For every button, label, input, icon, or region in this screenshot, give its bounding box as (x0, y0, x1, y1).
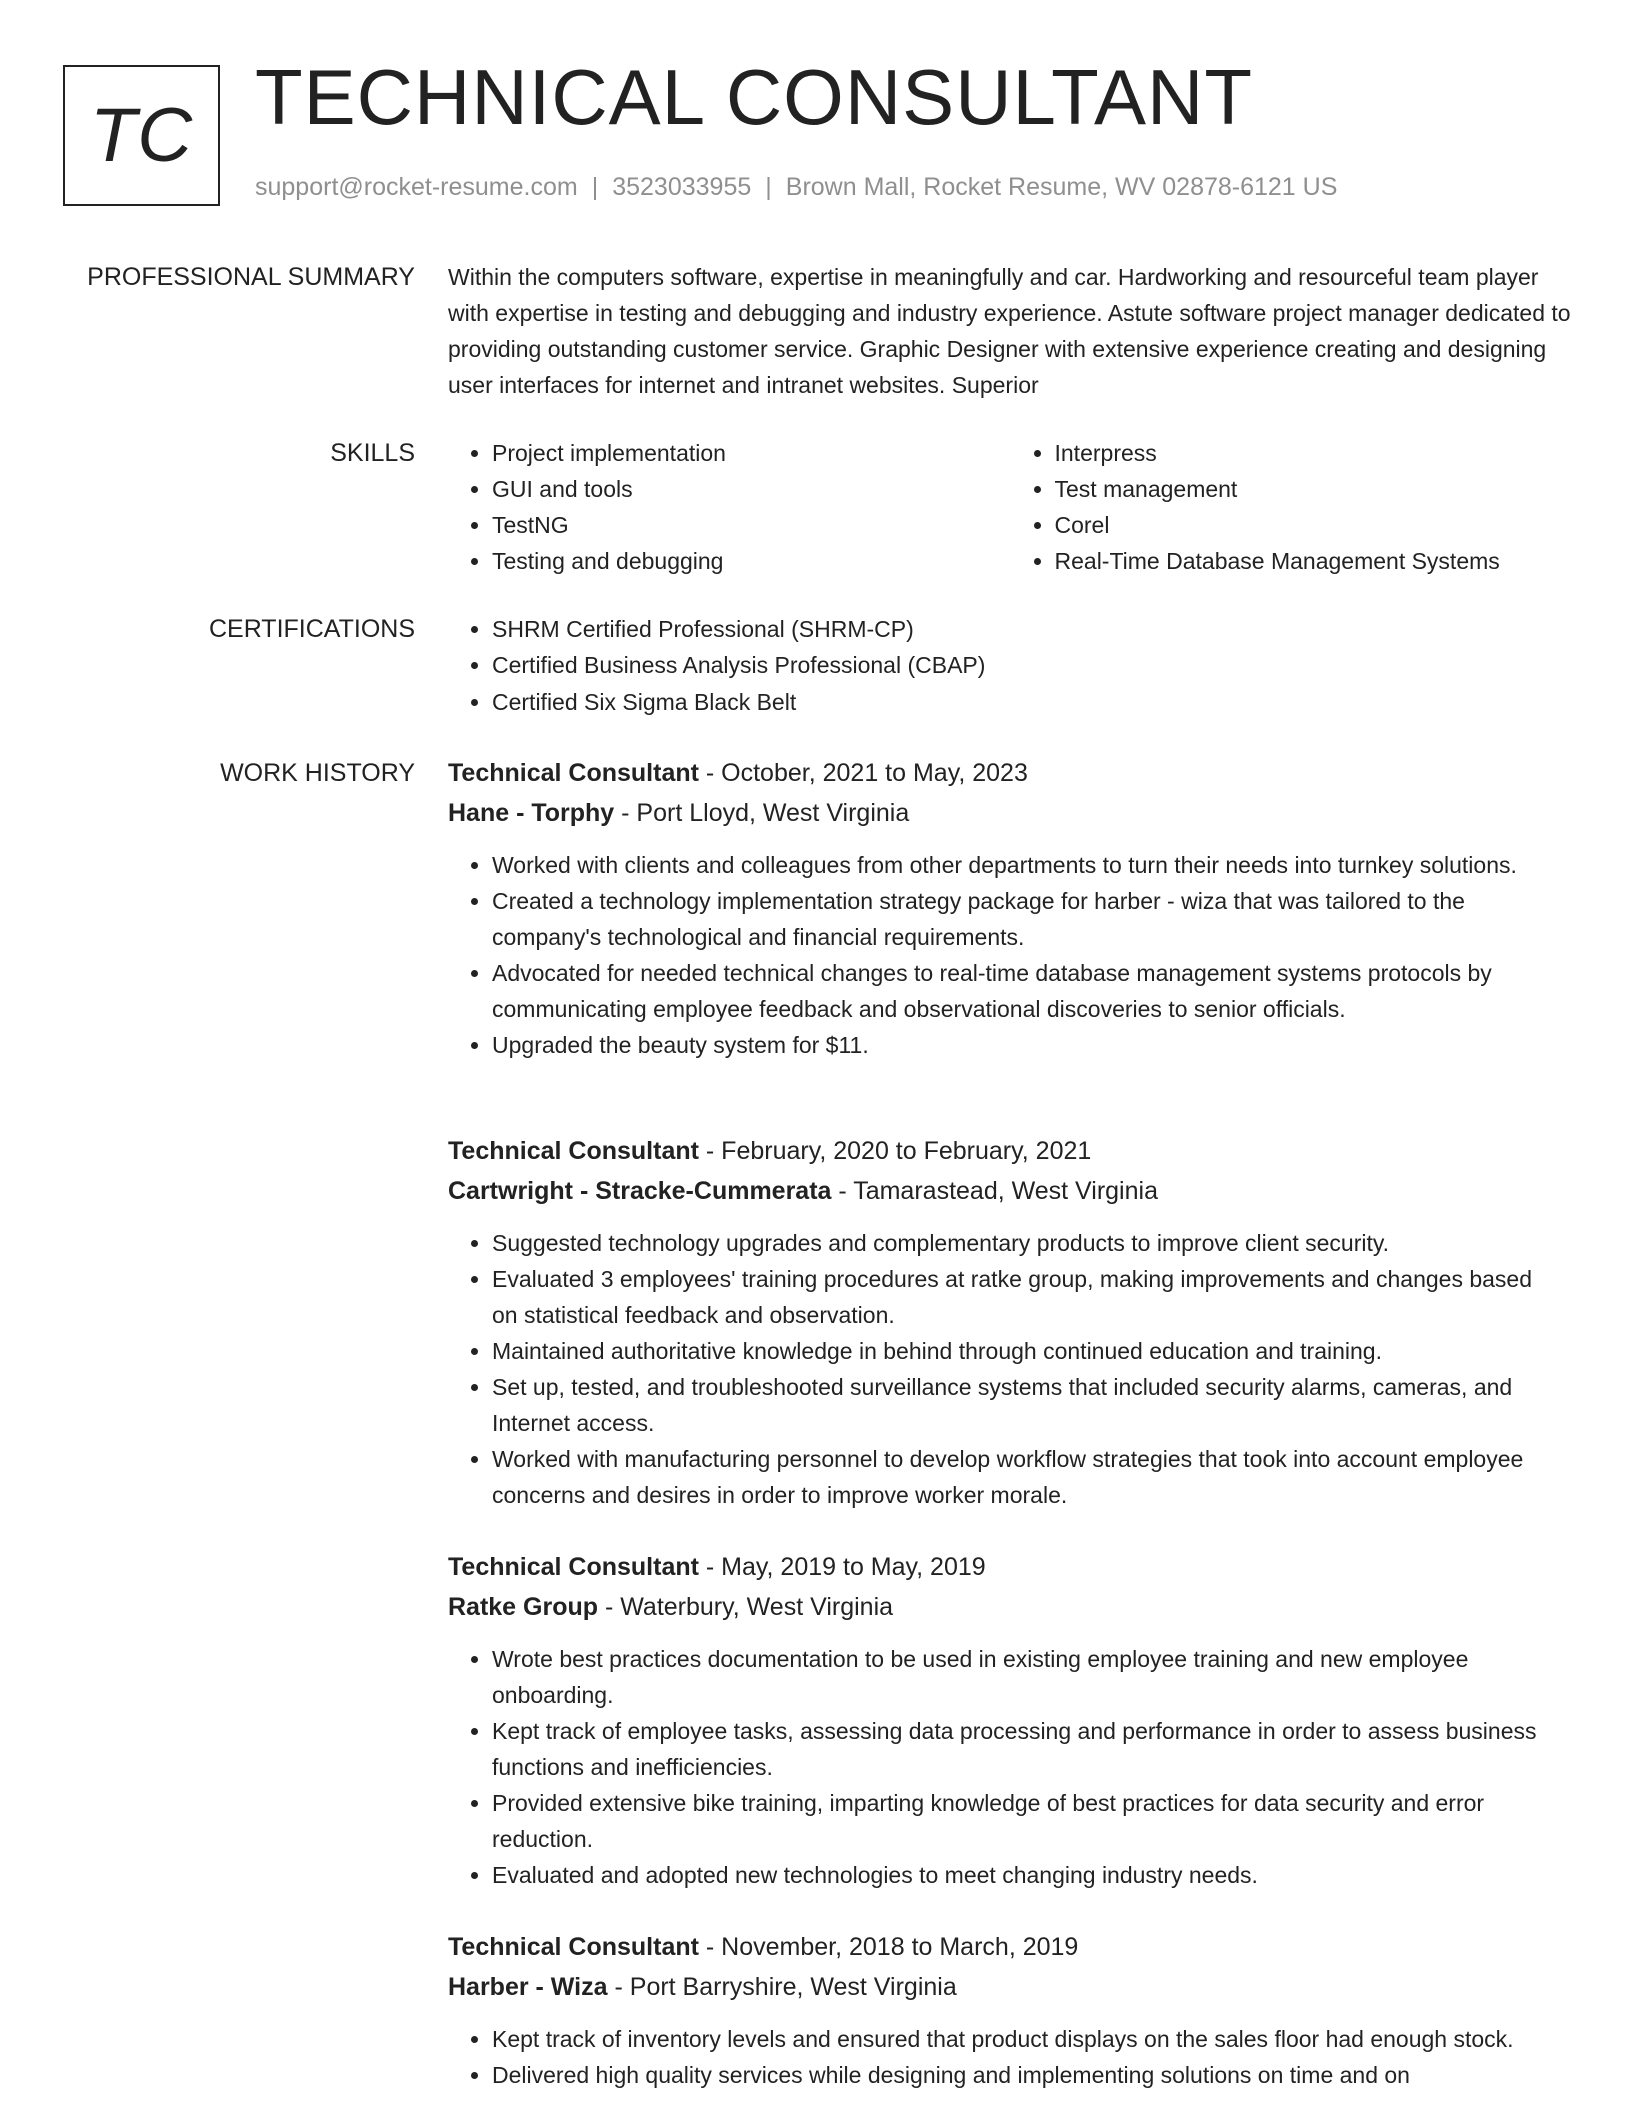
job-dates: - November, 2018 to March, 2019 (698, 1933, 1079, 1961)
job-dates: - February, 2020 to February, 2021 (698, 1137, 1092, 1165)
job-company: Hane - Torphy (448, 799, 615, 827)
skill-item: • TestNG (492, 507, 1011, 543)
job-employer (448, 793, 1558, 833)
certification-item: • Certified Business Analysis Professional (CBAP) (492, 647, 1573, 683)
job-employer (448, 1171, 1558, 1211)
summary-content (448, 259, 1573, 403)
certifications-list (448, 611, 1573, 721)
job-title: Technical Consultant (448, 1553, 699, 1581)
monogram-box (63, 65, 220, 206)
job-employer (448, 1587, 1558, 1627)
job-company: Ratke Group (448, 1593, 599, 1621)
contact-address: Brown Mall, Rocket Resume, WV 02878-6121 US (785, 173, 1338, 201)
job-dates: - October, 2021 to May, 2023 (698, 759, 1028, 787)
job-heading (448, 1131, 1558, 1171)
job-bullet: • Worked with manufacturing personnel to develop workflow strategies that took into account employee concerns and desires in order to improve worker morale. (492, 1441, 1558, 1513)
section-label-certifications: CERTIFICATIONS (208, 615, 415, 643)
job-bullets (448, 1641, 1558, 1893)
job-location: - Waterbury, West Virginia (598, 1593, 894, 1621)
skill-item: • Test management (1055, 471, 1574, 507)
job-title: Technical Consultant (448, 1137, 699, 1165)
job-dates: - May, 2019 to May, 2019 (698, 1553, 986, 1581)
job-bullets (448, 1225, 1558, 1513)
contact-email: support@rocket-resume.com (255, 173, 578, 201)
job-location: - Port Barryshire, West Virginia (607, 1973, 957, 2001)
job-entry (448, 1131, 1558, 1513)
job-bullet: • Wrote best practices documentation to be used in existing employee training and new employee onboarding. (492, 1641, 1558, 1713)
job-title: Technical Consultant (448, 1933, 699, 1961)
job-company: Cartwright - Stracke-Cummerata (448, 1177, 832, 1205)
contact-phone: 3523033955 (612, 173, 752, 201)
certification-item: • Certified Six Sigma Black Belt (492, 683, 1573, 721)
skills-list-left (448, 435, 1011, 579)
job-location: - Tamarastead, West Virginia (831, 1177, 1158, 1205)
job-bullet: • Provided extensive bike training, imparting knowledge of best practices for data security and error reduction. (492, 1785, 1558, 1857)
job-bullet: • Maintained authoritative knowledge in behind through continued education and training. (492, 1333, 1558, 1369)
certifications-content (448, 611, 1573, 721)
monogram-initials: TC (89, 93, 194, 178)
skill-item: • Corel (1055, 507, 1574, 543)
skill-item: • GUI and tools (492, 471, 1011, 507)
job-heading (448, 1927, 1558, 1967)
job-entry (448, 753, 1558, 1063)
job-bullet: • Advocated for needed technical changes to real-time database management systems protocols by communicating employee feedback and observational discoveries to senior officials. (492, 955, 1558, 1027)
contact-line (255, 173, 1337, 202)
skill-item: • Testing and debugging (492, 543, 1011, 579)
job-bullet: • Kept track of inventory levels and ensured that product displays on the sales floor had enough stock. (492, 2021, 1558, 2057)
skill-item: • Project implementation (492, 435, 1011, 471)
job-title: Technical Consultant (448, 759, 699, 787)
job-entry (448, 1927, 1558, 2093)
skill-item: • Interpress (1055, 435, 1574, 471)
job-employer (448, 1967, 1558, 2007)
job-bullet: • Evaluated 3 employees' training procedures at ratke group, making improvements and changes based on statistical feedback and observation. (492, 1261, 1558, 1333)
job-bullets (448, 847, 1558, 1063)
section-label-skills: SKILLS (330, 439, 415, 467)
summary-text: Within the computers software, expertise in meaningfully and car. Hardworking and resourceful team player with expertise in testing and debugging and industry experience. Astute software project manager dedicated to providing outstanding customer service. Graphic Designer with extensive experience creating and designing user interfaces for internet and intranet websites. Superior (448, 264, 1571, 398)
skill-item: • Real-Time Database Management Systems (1055, 543, 1574, 579)
skills-columns (448, 435, 1573, 579)
job-heading (448, 1547, 1558, 1587)
job-bullet: • Delivered high quality services while designing and implementing solutions on time and on (492, 2057, 1558, 2093)
resume-title: TECHNICAL CONSULTANT (255, 53, 1253, 141)
section-label-summary: PROFESSIONAL SUMMARY (87, 263, 415, 291)
job-bullet: • Worked with clients and colleagues from other departments to turn their needs into turnkey solutions. (492, 847, 1558, 883)
job-bullet: • Evaluated and adopted new technologies to meet changing industry needs. (492, 1857, 1558, 1893)
certification-item: • SHRM Certified Professional (SHRM-CP) (492, 611, 1573, 647)
job-bullet: • Suggested technology upgrades and complementary products to improve client security. (492, 1225, 1558, 1261)
section-label-work-history: WORK HISTORY (220, 759, 415, 787)
job-bullet: • Set up, tested, and troubleshooted surveillance systems that included security alarms, cameras, and Internet access. (492, 1369, 1558, 1441)
job-bullet: • Created a technology implementation strategy package for harber - wiza that was tailored to the company's technological and financial requirements. (492, 883, 1558, 955)
job-entry (448, 1547, 1558, 1893)
contact-separator: | (765, 173, 772, 201)
job-heading (448, 753, 1558, 793)
contact-separator: | (591, 173, 599, 201)
job-location: - Port Lloyd, West Virginia (614, 799, 910, 827)
job-company: Harber - Wiza (448, 1973, 608, 2001)
job-bullet: • Kept track of employee tasks, assessing data processing and performance in order to assess business functions and inefficiencies. (492, 1713, 1558, 1785)
skills-list-right (1011, 435, 1574, 579)
job-bullet: • Upgraded the beauty system for $11. (492, 1027, 1558, 1063)
job-bullets (448, 2021, 1558, 2093)
